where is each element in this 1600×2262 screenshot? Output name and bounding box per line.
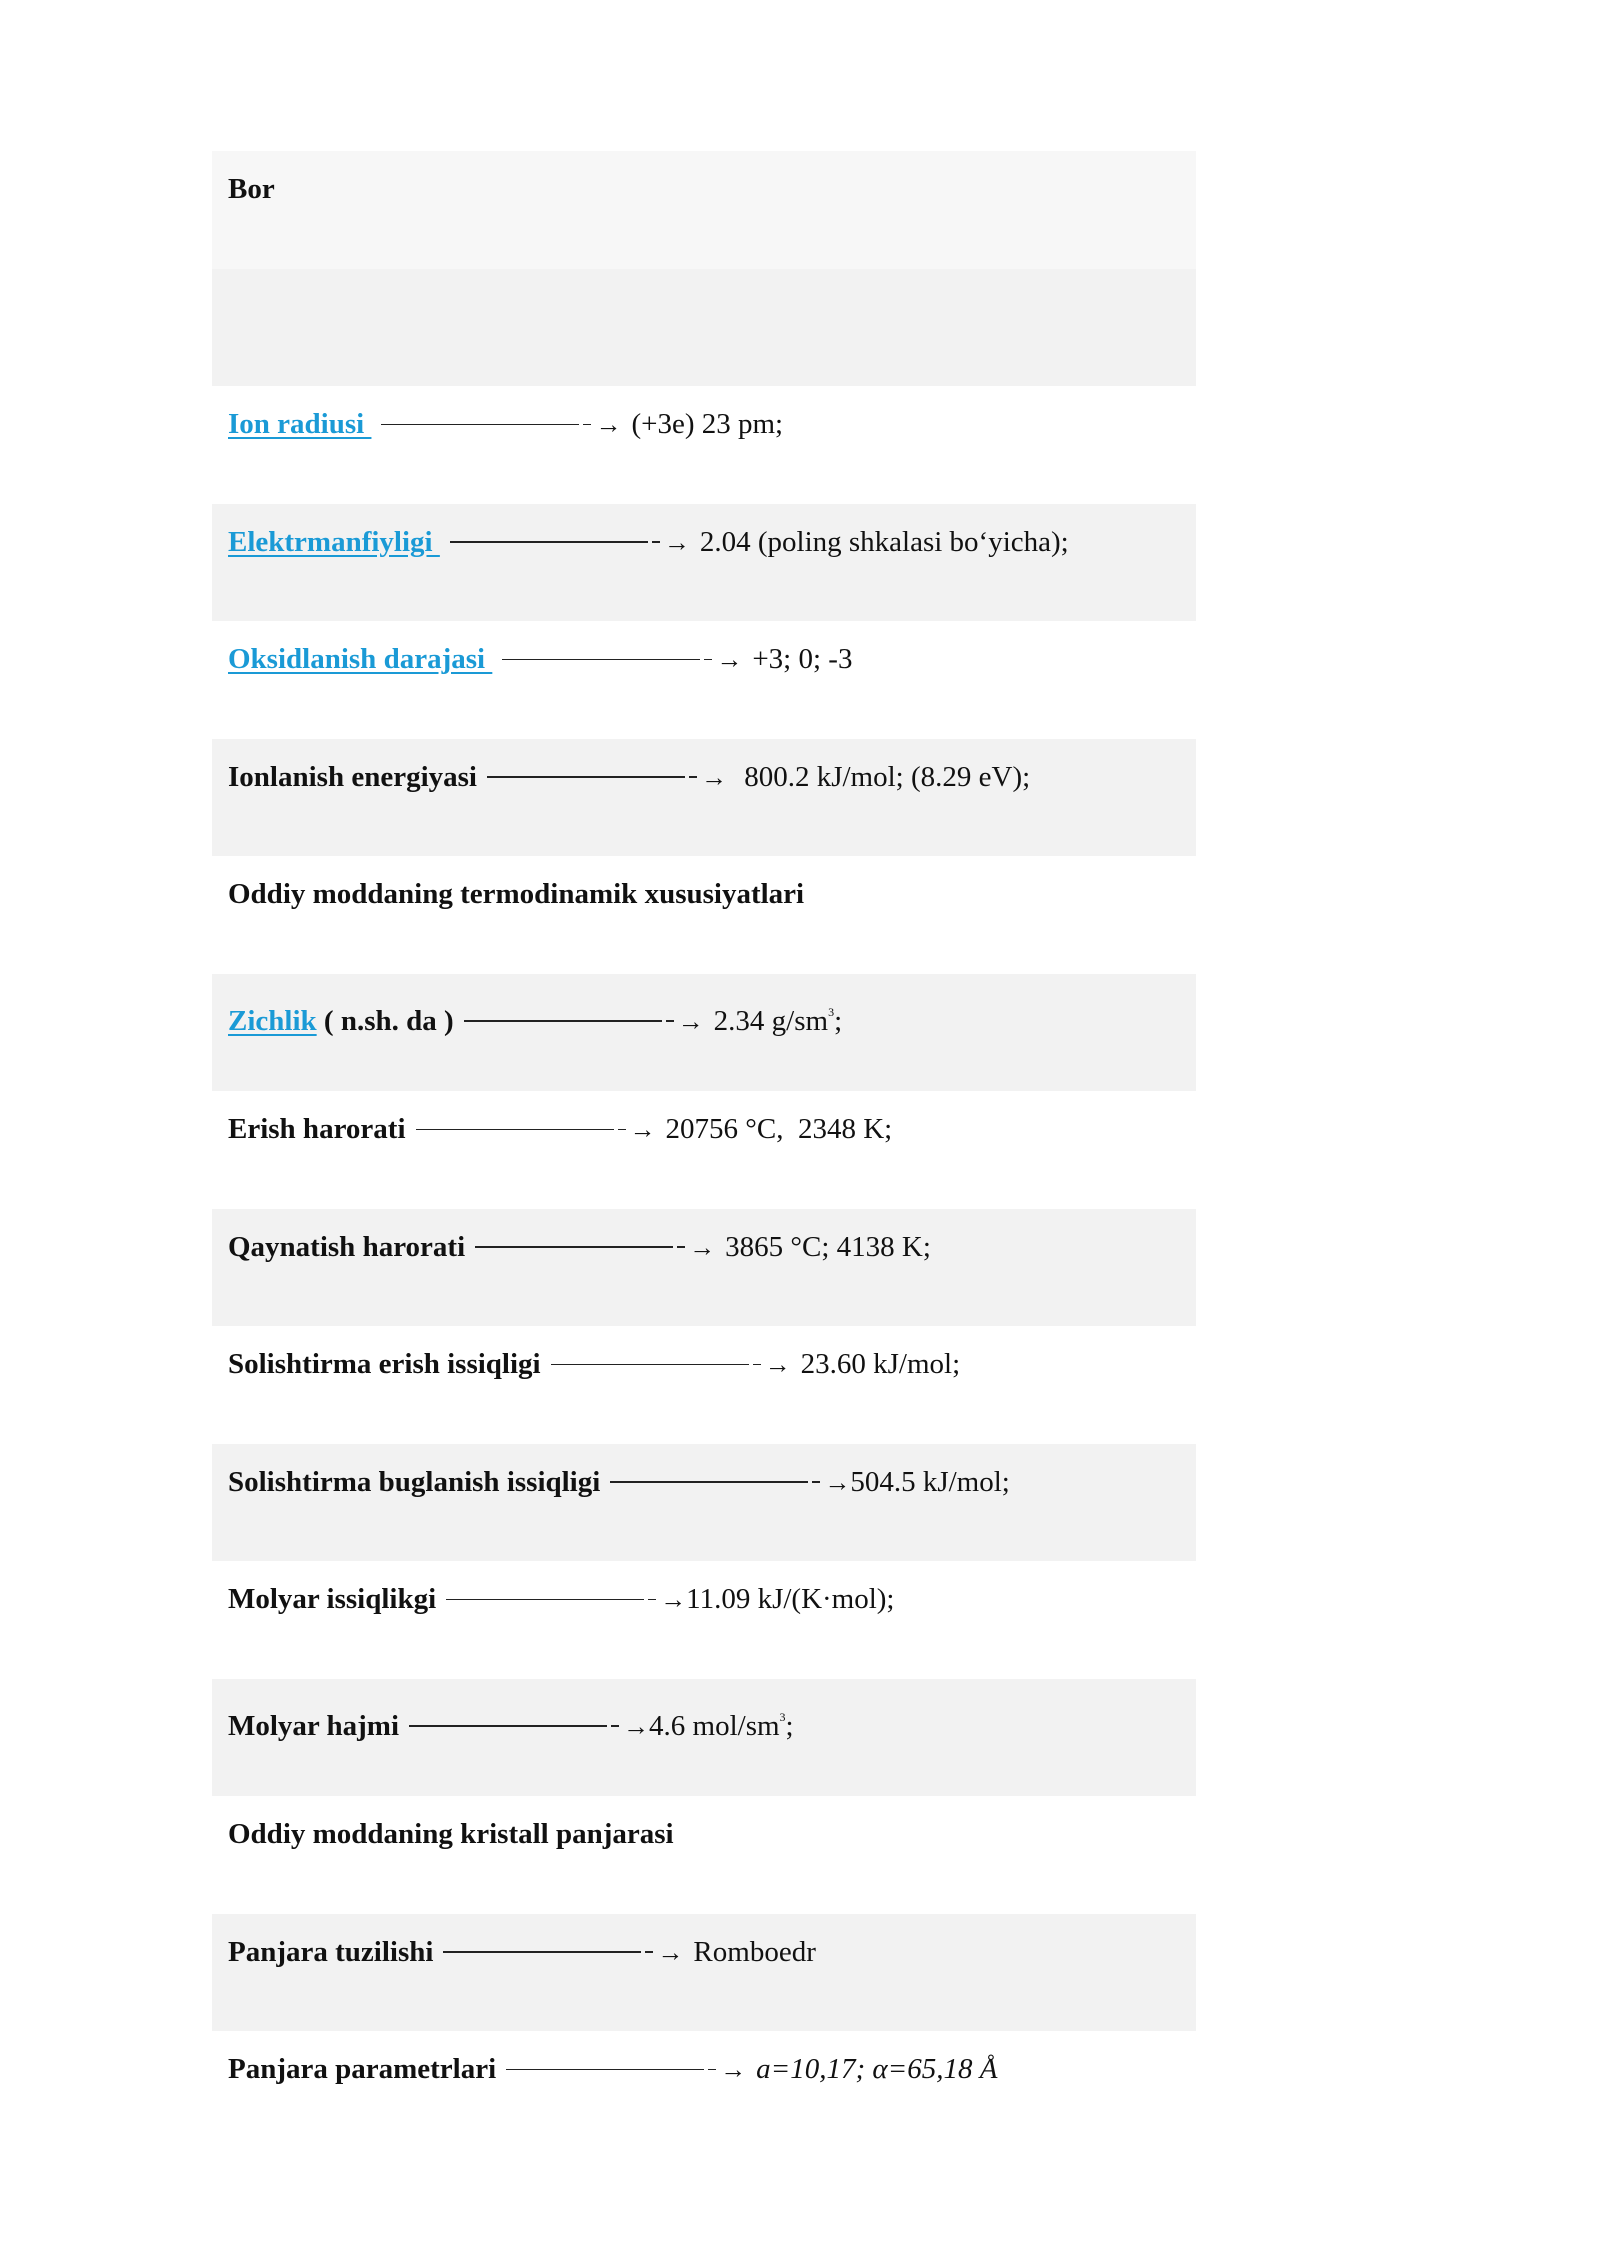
density-qualifier: ( n.sh. da )	[316, 1004, 454, 1037]
electronegativity-value: 2.04 (poling shkalasi bo‘yicha);	[699, 525, 1069, 558]
arrow-icon: →	[824, 1467, 851, 1497]
electronegativity-link[interactable]: Elektrmanfiyligi	[228, 525, 440, 558]
heat-of-fusion-value: 23.60 kJ/mol;	[800, 1348, 961, 1380]
boiling-point-value: 3865 °C; 4138 K;	[725, 1230, 931, 1263]
leader-line	[416, 1129, 614, 1131]
density-value: 2.34 g/sm	[713, 1004, 829, 1037]
element-title: Bor	[228, 173, 275, 205]
row-electronegativity	[212, 504, 1196, 622]
leader-line	[446, 1599, 644, 1601]
oxidation-state-value: +3; 0; -3	[752, 643, 853, 675]
leader-line	[487, 776, 685, 778]
heat-of-fusion-label: Solishtirma erish issiqligi	[228, 1348, 541, 1380]
row-density	[212, 974, 1196, 1092]
molar-volume-sup: 3	[779, 1709, 786, 1724]
boiling-point-label: Qaynatish harorati	[228, 1230, 466, 1263]
arrow-icon: →	[700, 762, 727, 792]
leader-line	[475, 1246, 673, 1248]
row-heat-of-vaporization	[212, 1444, 1196, 1562]
leader-line	[450, 541, 648, 543]
row-lattice-parameters	[212, 2031, 1196, 2149]
arrow-icon: →	[689, 1232, 716, 1262]
leader-line	[502, 659, 700, 661]
molar-volume-suffix: ;	[785, 1709, 794, 1742]
melting-point-label: Erish harorati	[228, 1113, 406, 1145]
crystal-heading: Oddiy moddaning kristall panjarasi	[228, 1818, 674, 1850]
density-suffix: ;	[834, 1004, 843, 1037]
row-melting-point	[212, 1091, 1196, 1209]
leader-line	[506, 2069, 704, 2071]
density-sup: 3	[828, 1004, 835, 1019]
leader-line	[551, 1364, 749, 1366]
leader-line	[443, 1951, 641, 1953]
arrow-icon: →	[677, 1006, 704, 1036]
thermo-heading: Oddiy moddaning termodinamik xususiyatlari	[228, 878, 805, 910]
row-oxidation-state	[212, 621, 1196, 739]
arrow-icon: →	[720, 2055, 747, 2084]
oxidation-state-link[interactable]: Oksidlanish darajasi	[228, 643, 493, 675]
leader-line	[409, 1725, 607, 1727]
arrow-icon: →	[629, 1115, 656, 1144]
ionization-energy-value: 800.2 kJ/mol; (8.29 eV);	[736, 760, 1031, 793]
properties-table	[212, 151, 1196, 2149]
heat-of-vaporization-value: 504.5 kJ/mol;	[850, 1465, 1010, 1498]
row-lattice-structure	[212, 1914, 1196, 2032]
row-molar-heat	[212, 1561, 1196, 1679]
arrow-icon: →	[660, 1585, 687, 1614]
leader-line	[610, 1481, 808, 1483]
molar-heat-label: Molyar issiqlikgi	[228, 1583, 437, 1615]
row-boiling-point	[212, 1209, 1196, 1327]
arrow-icon: →	[764, 1350, 791, 1379]
ion-radius-value: (+3e) 23 pm;	[631, 408, 784, 440]
row-molar-volume	[212, 1679, 1196, 1797]
section-heading-thermo	[212, 856, 1196, 974]
row-ionization-energy	[212, 739, 1196, 857]
arrow-icon: →	[623, 1711, 650, 1741]
molar-volume-value: 4.6 mol/sm	[649, 1709, 780, 1742]
density-link[interactable]: Zichlik	[228, 1004, 317, 1037]
ion-radius-link[interactable]: Ion radiusi	[228, 408, 372, 440]
row-ion-radius	[212, 386, 1196, 504]
lattice-parameters-label: Panjara parametrlari	[228, 2053, 497, 2085]
empty-row	[212, 269, 1196, 387]
molar-heat-value: 11.09 kJ/(K·mol);	[686, 1583, 895, 1615]
melting-point-value: 20756 °C, 2348 K;	[665, 1113, 893, 1145]
leader-line	[381, 424, 579, 426]
arrow-icon: →	[657, 1937, 684, 1967]
arrow-icon: →	[595, 410, 622, 439]
lattice-structure-label: Panjara tuzilishi	[228, 1935, 434, 1968]
section-heading-crystal	[212, 1796, 1196, 1914]
row-heat-of-fusion	[212, 1326, 1196, 1444]
arrow-icon: →	[663, 527, 690, 557]
ionization-energy-label: Ionlanish energiyasi	[228, 760, 477, 793]
molar-volume-label: Molyar hajmi	[228, 1709, 400, 1742]
heat-of-vaporization-label: Solishtirma buglanish issiqligi	[228, 1465, 601, 1498]
leader-line	[464, 1020, 662, 1022]
title-row	[212, 151, 1196, 269]
lattice-structure-value: Romboedr	[693, 1935, 816, 1968]
lattice-parameters-value: a=10,17; α=65,18 Å	[756, 2053, 998, 2085]
arrow-icon: →	[716, 645, 743, 674]
